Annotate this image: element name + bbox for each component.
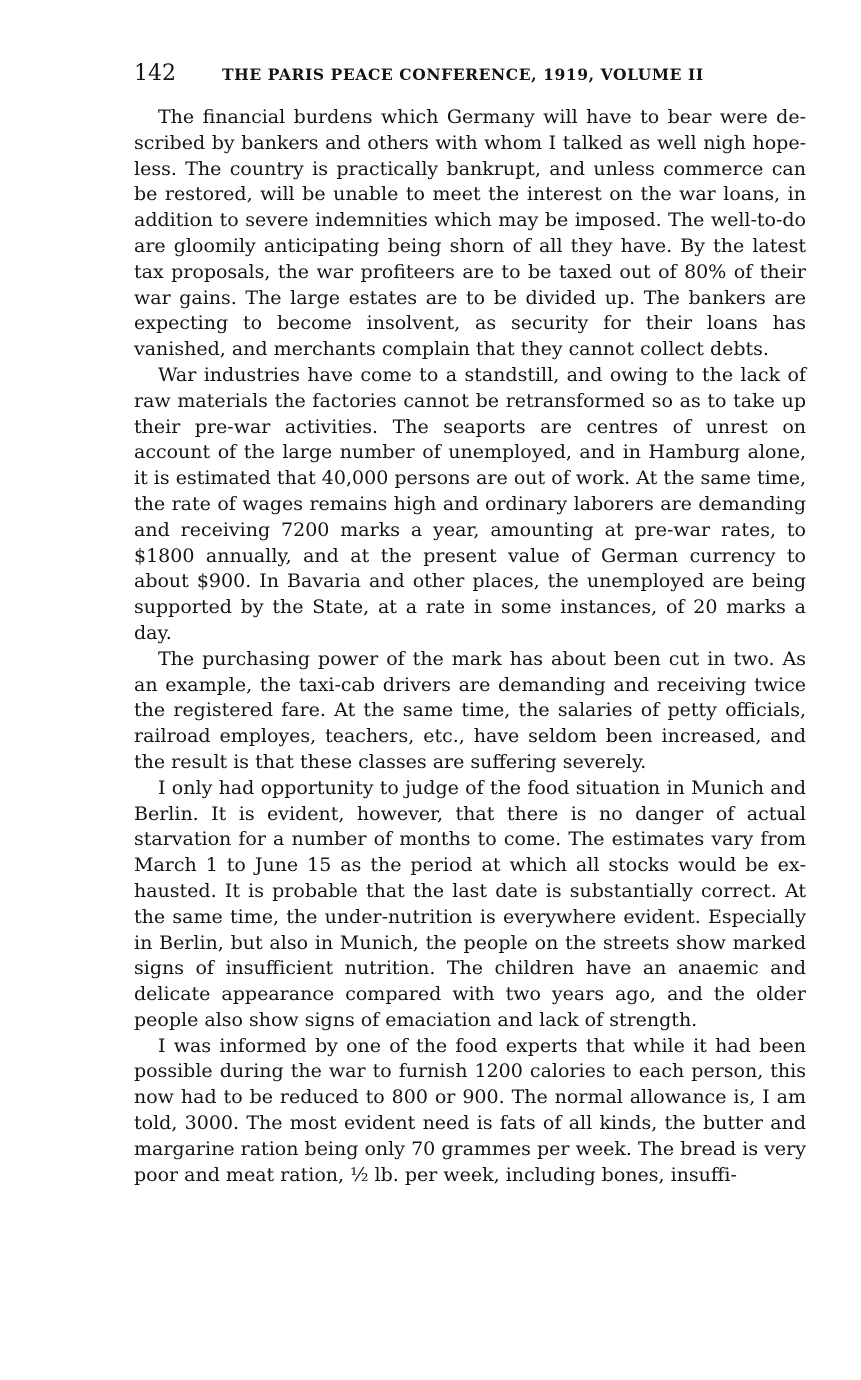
body-text bbox=[134, 105, 806, 1188]
paragraph-food-experts: I was informed by one of the food experts that while it had been possible during the war to furnish 1200 calories to each person, this now had to be reduced to 800 or 900. The normal allowance is, I am told, 3000. The most evident need is fats of all kinds, the butter and margarine ration being only 70 grammes per week. The bread is very poor and meat ration, ½ lb. per week, including bones, insuffi- bbox=[134, 1034, 806, 1186]
paragraph-war-industries: War industries have come to a standstill, and owing to the lack of raw materials the factories cannot be retransformed so as to take up their pre-war activities. The seaports are centres of unrest on account of the large number of unemployed, and in Hamburg alone, it is estimated that 40,000 persons are out of work. At the same time, the rate of wages remains high and ordinary laborers are demanding and receiving 7200 marks a year, amounting at pre-war rates, to $1800 annually, and at the present value of German currency to about $900. In Bavaria and other places, the unemployed are being supported by the State, at a rate in some instances, of 20 marks a day. bbox=[134, 363, 806, 644]
page-header bbox=[134, 61, 806, 89]
paragraph-food-situation: I only had opportunity to judge of the food situation in Munich and Berlin. It is evident, however, that there is no danger of actual starvation for a number of months to come. The estimates vary from March 1 to June 15 as the period at which all stocks would be exhausted. It is probable that the last date is substantially correct. At the same time, the under-nutrition is everywhere evident. Especially in Berlin, but also in Munich, the people on the streets show marked signs of insufficient nutrition. The children have an anaemic and delicate appearance compared with two years ago, and the older people also show signs of emaciation and lack of strength. bbox=[134, 776, 806, 1031]
paragraph-purchasing-power: The purchasing power of the mark has about been cut in two. As an example, the taxi-cab drivers are demanding and receiving twice the registered fare. At the same time, the salaries of petty officials, railroad employes, teachers, etc., have seldom been increased, and the result is that these classes are suffering severely. bbox=[134, 647, 806, 773]
page-number: 142 bbox=[134, 61, 176, 86]
running-head: THE PARIS PEACE CONFERENCE, 1919, VOLUME II bbox=[222, 65, 704, 84]
paragraph-financial-burdens: The financial burdens which Germany will have to bear were described by bankers and others with whom I talked as well nigh hopeless. The country is practically bankrupt, and unless commerce can be restored, will be unable to meet the interest on the war loans, in addition to severe indemnities which may be imposed. The well-to-do are gloomily anticipating being shorn of all they have. By the latest tax proposals, the war profiteers are to be taxed out of 80% of their war gains. The large estates are to be divided up. The bankers are expecting to become insolvent, as security for their loans has vanished, and merchants complain that they cannot collect debts. bbox=[134, 106, 806, 361]
